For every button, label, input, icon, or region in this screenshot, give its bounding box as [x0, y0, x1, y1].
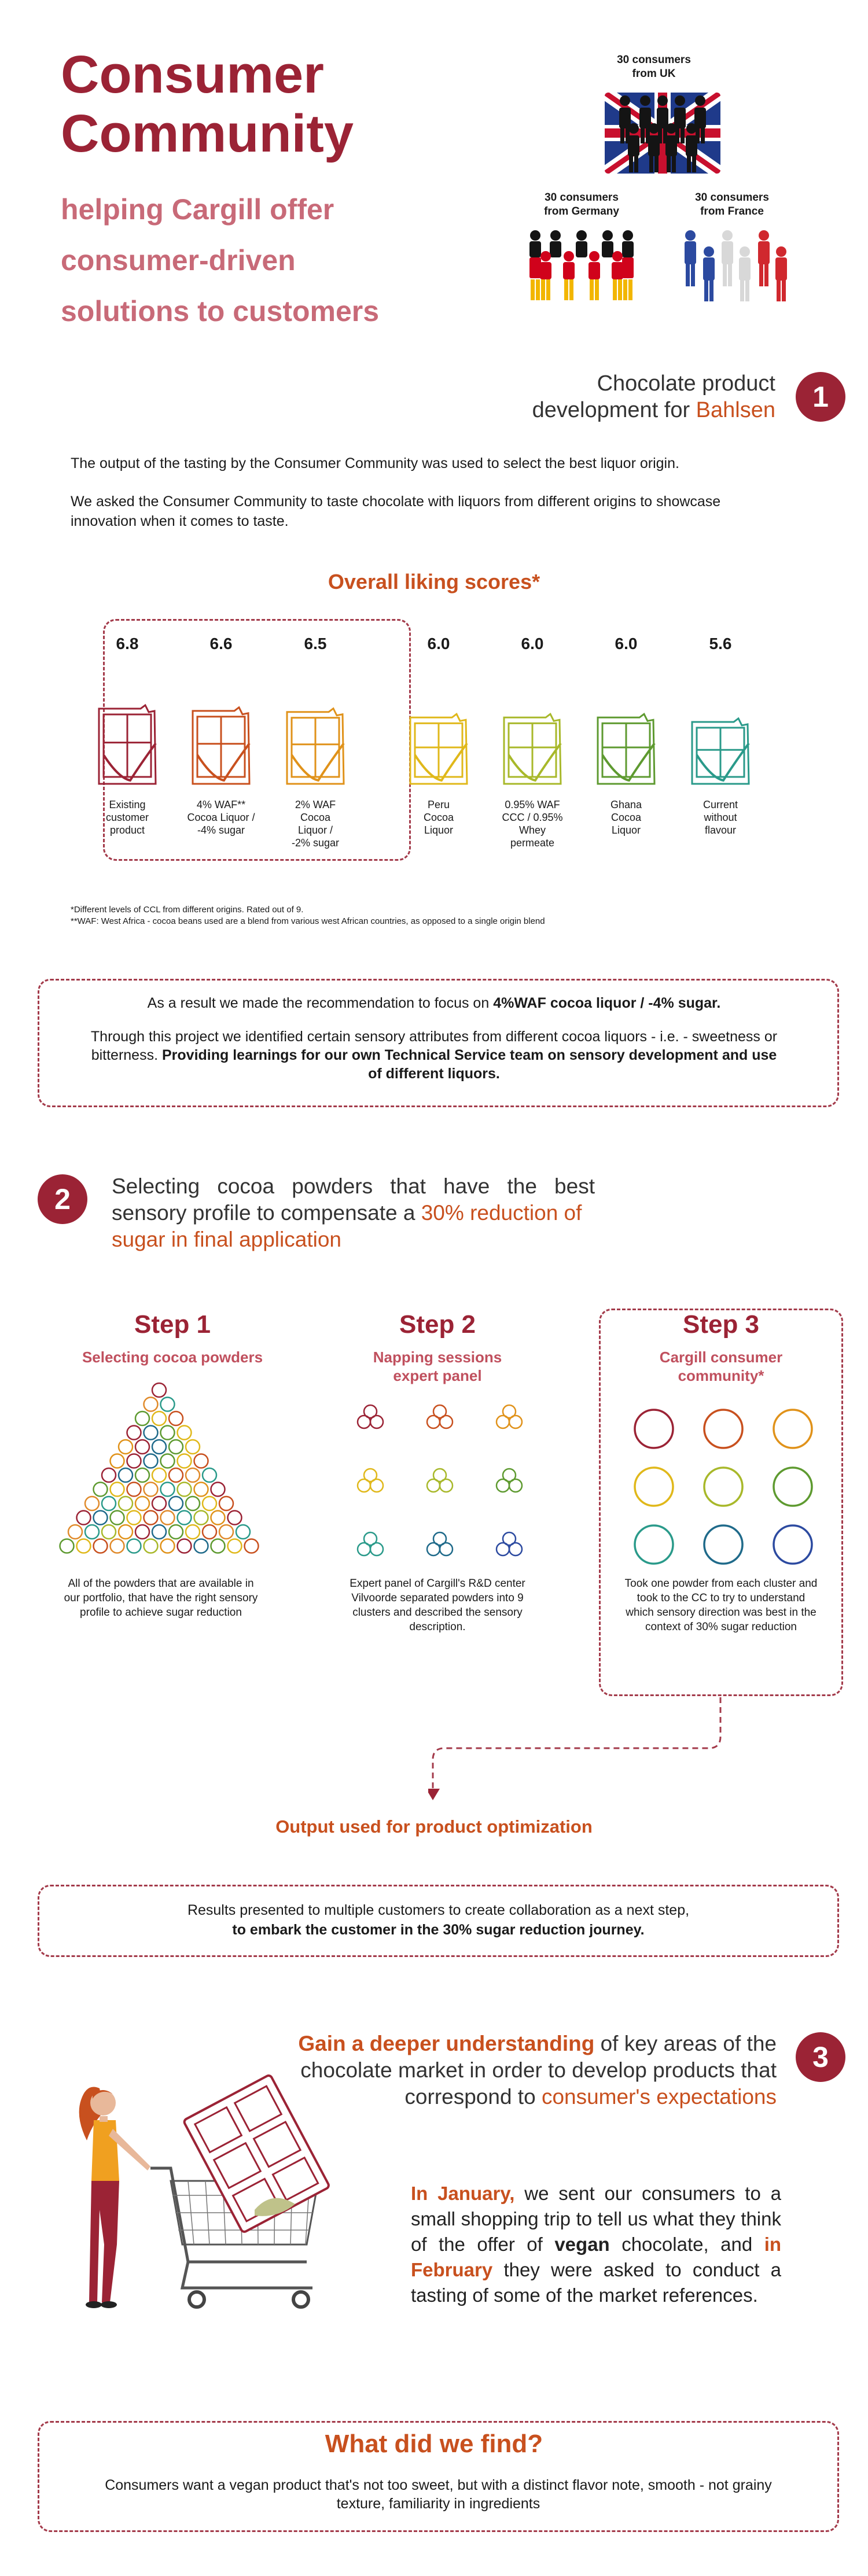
- bar-category-label-line: flavour: [704, 824, 737, 836]
- powder-circle: [211, 1511, 225, 1525]
- output-title: Output used for product optimization: [275, 1816, 593, 1837]
- powder-circle: [194, 1454, 208, 1468]
- powder-circle: [152, 1412, 166, 1425]
- germany-flag-people-icon: [524, 229, 639, 304]
- section2-result-text: [69, 1900, 807, 1940]
- powder-circle: [186, 1497, 200, 1510]
- powder-circle: [245, 1539, 259, 1553]
- result-highlight: 4%WAF cocoa liquor / -4% sugar.: [493, 995, 721, 1011]
- bar-category-label: [404, 798, 473, 836]
- powder-circle: [111, 1483, 124, 1497]
- cluster-circle: [370, 1479, 383, 1492]
- cc-circle: [704, 1525, 742, 1564]
- footnote-1: *Different levels of CCL from different origins. Rated out of 9.: [71, 905, 304, 915]
- bar-category-label-line: 0.95% WAF: [505, 799, 560, 810]
- powder-circle: [178, 1539, 192, 1553]
- cluster-circle: [427, 1479, 440, 1492]
- bar-category-label-line: -4% sugar: [197, 824, 245, 836]
- powder-circle: [77, 1539, 91, 1553]
- cc-circle: [635, 1468, 673, 1506]
- powder-circle: [152, 1525, 166, 1539]
- section1-intro1: The output of the tasting by the Consumer Community was used to select the best liquor origin.: [71, 455, 679, 471]
- section2-heading: [112, 1173, 595, 1253]
- powder-circle: [169, 1497, 183, 1510]
- powder-circle: [178, 1483, 192, 1497]
- powder-circle: [135, 1497, 149, 1510]
- powder-circle: [144, 1426, 158, 1440]
- nine-clusters-icon: [347, 1400, 532, 1562]
- powder-circle: [194, 1511, 208, 1525]
- bar-category-label-line: Liquor: [424, 824, 454, 836]
- section1-heading-prefix: development for: [532, 398, 696, 422]
- powder-circle: [102, 1468, 116, 1482]
- cluster-circle: [370, 1543, 383, 1556]
- powder-circle: [194, 1483, 208, 1497]
- powder-circle: [135, 1525, 149, 1539]
- cc-circle: [635, 1525, 673, 1564]
- bar-value-label: 6.6: [209, 635, 233, 653]
- section3-paragraph-part3: they were asked to conduct a tasting of some of the market references.: [411, 2259, 781, 2306]
- powder-circle: [127, 1426, 141, 1440]
- result-line1: [87, 994, 781, 1012]
- powder-circle: [161, 1454, 175, 1468]
- section1-result-text: [87, 994, 781, 1083]
- cluster-circle: [370, 1416, 383, 1428]
- uk-consumers-label: [596, 53, 712, 81]
- page-title-line1: Consumer: [61, 45, 324, 104]
- step1-subtitle: Selecting cocoa powders: [82, 1348, 263, 1366]
- fr-label-line1: 30 consumers: [695, 191, 769, 204]
- powder-circle: [152, 1383, 166, 1397]
- page-title-line2: Community: [61, 104, 354, 163]
- powder-circle: [211, 1539, 225, 1553]
- bar-value-label: 6.0: [427, 635, 450, 653]
- section2-heading-highlight: 30% reduction of: [421, 1201, 582, 1225]
- powder-circle: [94, 1539, 108, 1553]
- powder-circle: [102, 1525, 116, 1539]
- chocolate-bar-mark: [407, 671, 470, 787]
- bar-category-label-line: 2% WAF: [295, 799, 336, 810]
- powder-circle: [102, 1497, 116, 1510]
- section2-heading-prefix: sensory profile to compensate a: [112, 1201, 421, 1225]
- section3-heading-highlight2: consumer's expectations: [541, 2085, 777, 2109]
- footnote-2: **WAF: West Africa - cocoa beans used are a blend from various west African countries, as opposed to a single origin blend: [71, 916, 545, 926]
- bar-category-label-line: -2% sugar: [291, 837, 340, 849]
- fr-label-line2: from France: [700, 205, 764, 218]
- uk-flag-people-icon: [605, 93, 720, 174]
- section2-heading-line3: sugar in final application: [112, 1228, 341, 1251]
- chocolate-bar-mark: [689, 671, 752, 787]
- section3-heading-prefix: correspond to: [404, 2085, 542, 2109]
- powder-circle: [68, 1525, 82, 1539]
- powder-circle: [135, 1412, 149, 1425]
- powder-circle: [161, 1398, 175, 1412]
- step2-title: Step 2: [399, 1310, 476, 1339]
- powder-circle: [236, 1525, 250, 1539]
- consumer-community-circles-icon: [619, 1406, 827, 1568]
- cc-circle: [704, 1468, 742, 1506]
- france-consumers-label: [674, 191, 790, 219]
- powder-circle: [94, 1511, 108, 1525]
- powder-circle: [169, 1468, 183, 1482]
- cc-circle: [635, 1410, 673, 1448]
- brand-name: Bahlsen: [696, 398, 775, 422]
- shopper-with-cart-icon: [64, 2071, 365, 2326]
- result2-plain: Through this project we identified certain sensory attributes from different cocoa liquors - i.e. - sweetness or bitterness.: [90, 1029, 778, 1063]
- powder-circle: [169, 1412, 183, 1425]
- cluster-circle: [496, 1416, 509, 1428]
- powder-circle: [94, 1483, 108, 1497]
- powder-circle: [144, 1483, 158, 1497]
- powder-circle: [161, 1511, 175, 1525]
- powder-circle: [203, 1525, 216, 1539]
- powder-circle: [161, 1426, 175, 1440]
- step2-subtitle-line1: Napping sessions: [373, 1348, 502, 1366]
- subtitle-line2: consumer-driven: [61, 244, 296, 277]
- result-line2: [87, 1027, 781, 1083]
- powder-circle: [194, 1539, 208, 1553]
- powder-circle: [169, 1440, 183, 1454]
- powder-circle: [111, 1539, 124, 1553]
- cc-circle: [774, 1468, 812, 1506]
- powder-circle: [127, 1483, 141, 1497]
- cluster-circle: [496, 1543, 509, 1556]
- section3-heading-line2: chocolate market in order to develop products that: [300, 2058, 777, 2082]
- bar-value-label: 6.0: [521, 635, 544, 653]
- bar-category-label-line: Liquor: [611, 824, 641, 836]
- powder-circle: [219, 1525, 233, 1539]
- powder-circle: [127, 1511, 141, 1525]
- chocolate-bar-mark: [501, 671, 564, 787]
- powder-circle: [144, 1398, 158, 1412]
- bar-category-label-line: without: [704, 812, 737, 823]
- cc-circle: [704, 1410, 742, 1448]
- step1-description: All of the powders that are available in our portfolio, that have the right sensory profile to achieve sugar reduction: [64, 1578, 258, 1619]
- powder-circle: [111, 1511, 124, 1525]
- powder-circle: [186, 1468, 200, 1482]
- germany-consumers-label: [518, 191, 645, 219]
- step2-subtitle-line2: expert panel: [393, 1367, 482, 1384]
- powder-circle: [203, 1497, 216, 1510]
- cluster-circle: [496, 1479, 509, 1492]
- powder-circle: [203, 1468, 216, 1482]
- section3-paragraph-part1: we sent our consumers to a small shopping trip to tell us what they think of the offer of: [411, 2183, 781, 2255]
- step3-subtitle-line1: Cargill consumer: [659, 1348, 783, 1366]
- powder-circle: [135, 1440, 149, 1454]
- powder-circle: [144, 1454, 158, 1468]
- bar-category-label: [591, 798, 661, 836]
- powder-circle: [119, 1525, 133, 1539]
- powder-circle: [135, 1468, 149, 1482]
- section1-intro2: We asked the Consumer Community to taste chocolate with liquors from different origins to showcase innovation when it comes to taste.: [71, 493, 721, 529]
- section1-heading-line2: [440, 397, 775, 423]
- powder-circle: [111, 1454, 124, 1468]
- bar-category-label-line: Peru: [427, 799, 450, 810]
- powder-circle: [178, 1426, 192, 1440]
- section2-result-line2: to embark the customer in the 30% sugar reduction journey.: [232, 1922, 645, 1938]
- bar-value-label: 5.6: [709, 635, 732, 653]
- section1-heading-line1: Chocolate product: [597, 371, 775, 396]
- powder-circle: [178, 1454, 192, 1468]
- powder-circle: [144, 1539, 158, 1553]
- section2-number-badge: 2: [38, 1174, 87, 1224]
- powder-circle: [186, 1440, 200, 1454]
- section3-heading-plain1: of key areas of the: [594, 2032, 777, 2055]
- cluster-circle: [358, 1416, 370, 1428]
- step3-subtitle: [617, 1348, 825, 1385]
- cluster-circle: [358, 1543, 370, 1556]
- step3-description: Took one powder from each cluster and took to the CC to try to understand which sensory direction was best in the context of 30% sugar reduction: [624, 1578, 818, 1633]
- cluster-circle: [440, 1416, 453, 1428]
- vegan-highlight: vegan: [554, 2234, 610, 2255]
- bar-category-label-line: 4% WAF**: [196, 799, 246, 810]
- uk-label-line2: from UK: [632, 68, 676, 80]
- step2-description: Expert panel of Cargill's R&D center Vilvoorde separated powders into 9 clusters and described the sensory description.: [350, 1578, 525, 1633]
- powder-circle: [85, 1497, 99, 1510]
- section3-paragraph: [411, 2181, 781, 2308]
- france-flag-people-icon: [680, 229, 790, 304]
- bar-category-label-line: Cocoa Liquor /: [187, 812, 255, 823]
- bar-category-label-line: Whey: [518, 824, 546, 836]
- top-scores-frame: [103, 619, 411, 861]
- cocoa-powders-pyramid-icon: [43, 1380, 275, 1565]
- powder-circle: [178, 1511, 192, 1525]
- powder-circle: [211, 1483, 225, 1497]
- section1-number-badge: 1: [796, 372, 845, 422]
- step3-connector-arrow-icon: [428, 1696, 729, 1812]
- cluster-circle: [440, 1543, 453, 1556]
- bar-category-label: [686, 798, 755, 836]
- step1-title: Step 1: [134, 1310, 211, 1339]
- cluster-circle: [509, 1416, 522, 1428]
- result2-bold: Providing learnings for our own Technical Service team on sensory development and use of different liquors.: [161, 1047, 777, 1082]
- bar-category-label-line: product: [109, 824, 145, 836]
- powder-circle: [77, 1511, 91, 1525]
- bar-category-label-line: Existing: [109, 799, 146, 810]
- powder-circle: [186, 1525, 200, 1539]
- step2-subtitle: [333, 1348, 542, 1385]
- uk-label-line1: 30 consumers: [617, 54, 691, 66]
- powder-circle: [161, 1483, 175, 1497]
- powder-circle: [152, 1497, 166, 1510]
- result-prefix: As a result we made the recommendation to focus on: [147, 995, 494, 1011]
- bar-value-label: 6.8: [116, 635, 139, 653]
- de-label-line1: 30 consumers: [545, 191, 619, 204]
- chocolate-bar-mark: [594, 671, 658, 787]
- bar-category-label-line: Cocoa: [610, 812, 642, 823]
- bar-category-label-line: permeate: [510, 837, 555, 849]
- page-title: [61, 45, 354, 163]
- powder-circle: [228, 1539, 242, 1553]
- january-highlight: In January,: [411, 2183, 515, 2204]
- section3-number-badge: 3: [796, 2032, 845, 2082]
- bar-category-label: [498, 798, 567, 849]
- section1-heading: [440, 370, 775, 423]
- section3-heading-highlight1: Gain a deeper understanding: [298, 2032, 595, 2055]
- bar-category-label-line: Current: [703, 799, 738, 810]
- de-label-line2: from Germany: [544, 205, 619, 218]
- bar-category-label-line: CCC / 0.95%: [502, 812, 563, 823]
- section2-heading-line2: [112, 1200, 595, 1226]
- powder-circle: [60, 1539, 74, 1553]
- cluster-circle: [509, 1479, 522, 1492]
- findings-title: What did we find?: [325, 2430, 543, 2458]
- section3-paragraph-part2: chocolate, and: [609, 2234, 764, 2255]
- powder-circle: [161, 1539, 175, 1553]
- cluster-circle: [358, 1479, 370, 1492]
- section2-heading-line1: Selecting cocoa powders that have the best: [112, 1174, 595, 1198]
- powder-circle: [144, 1511, 158, 1525]
- cc-circle: [774, 1525, 812, 1564]
- powder-circle: [228, 1511, 242, 1525]
- powder-circle: [85, 1525, 99, 1539]
- findings-text: Consumers want a vegan product that's not too sweet, but with a distinct flavor note, smooth - not grainy texture, familiarity in ingredients: [105, 2477, 772, 2512]
- chart-footnotes: [71, 904, 591, 927]
- subtitle-line3: solutions to customers: [61, 295, 380, 327]
- powder-circle: [127, 1539, 141, 1553]
- chart-title: Overall liking scores*: [328, 570, 540, 594]
- step3-subtitle-line2: community*: [678, 1367, 764, 1384]
- cluster-circle: [427, 1543, 440, 1556]
- bar-value-label: 6.0: [615, 635, 638, 653]
- powder-circle: [152, 1468, 166, 1482]
- bar-category-label-line: Ghana: [610, 799, 642, 810]
- powder-circle: [119, 1468, 133, 1482]
- bar-category-label-line: Liquor /: [297, 824, 333, 836]
- powder-circle: [119, 1497, 133, 1510]
- february-highlight: in February: [411, 2234, 782, 2280]
- step3-title: Step 3: [682, 1310, 760, 1339]
- powder-circle: [219, 1497, 233, 1510]
- powder-circle: [119, 1440, 133, 1454]
- section3-heading-line1: [278, 2030, 777, 2057]
- bar-category-label-line: Cocoa: [300, 812, 331, 823]
- powder-circle: [152, 1440, 166, 1454]
- powder-circle: [127, 1454, 141, 1468]
- cc-circle: [774, 1410, 812, 1448]
- cluster-circle: [509, 1543, 522, 1556]
- cluster-circle: [427, 1416, 440, 1428]
- bar-category-label-line: Cocoa: [423, 812, 454, 823]
- section2-result-line1: Results presented to multiple customers to create collaboration as a next step,: [187, 1902, 690, 1918]
- bar-value-label: 6.5: [304, 635, 327, 653]
- subtitle-line1: helping Cargill offer: [61, 193, 334, 226]
- bar-category-label-line: customer: [105, 812, 149, 823]
- powder-circle: [169, 1525, 183, 1539]
- page-subtitle: [61, 184, 379, 337]
- cluster-circle: [440, 1479, 453, 1492]
